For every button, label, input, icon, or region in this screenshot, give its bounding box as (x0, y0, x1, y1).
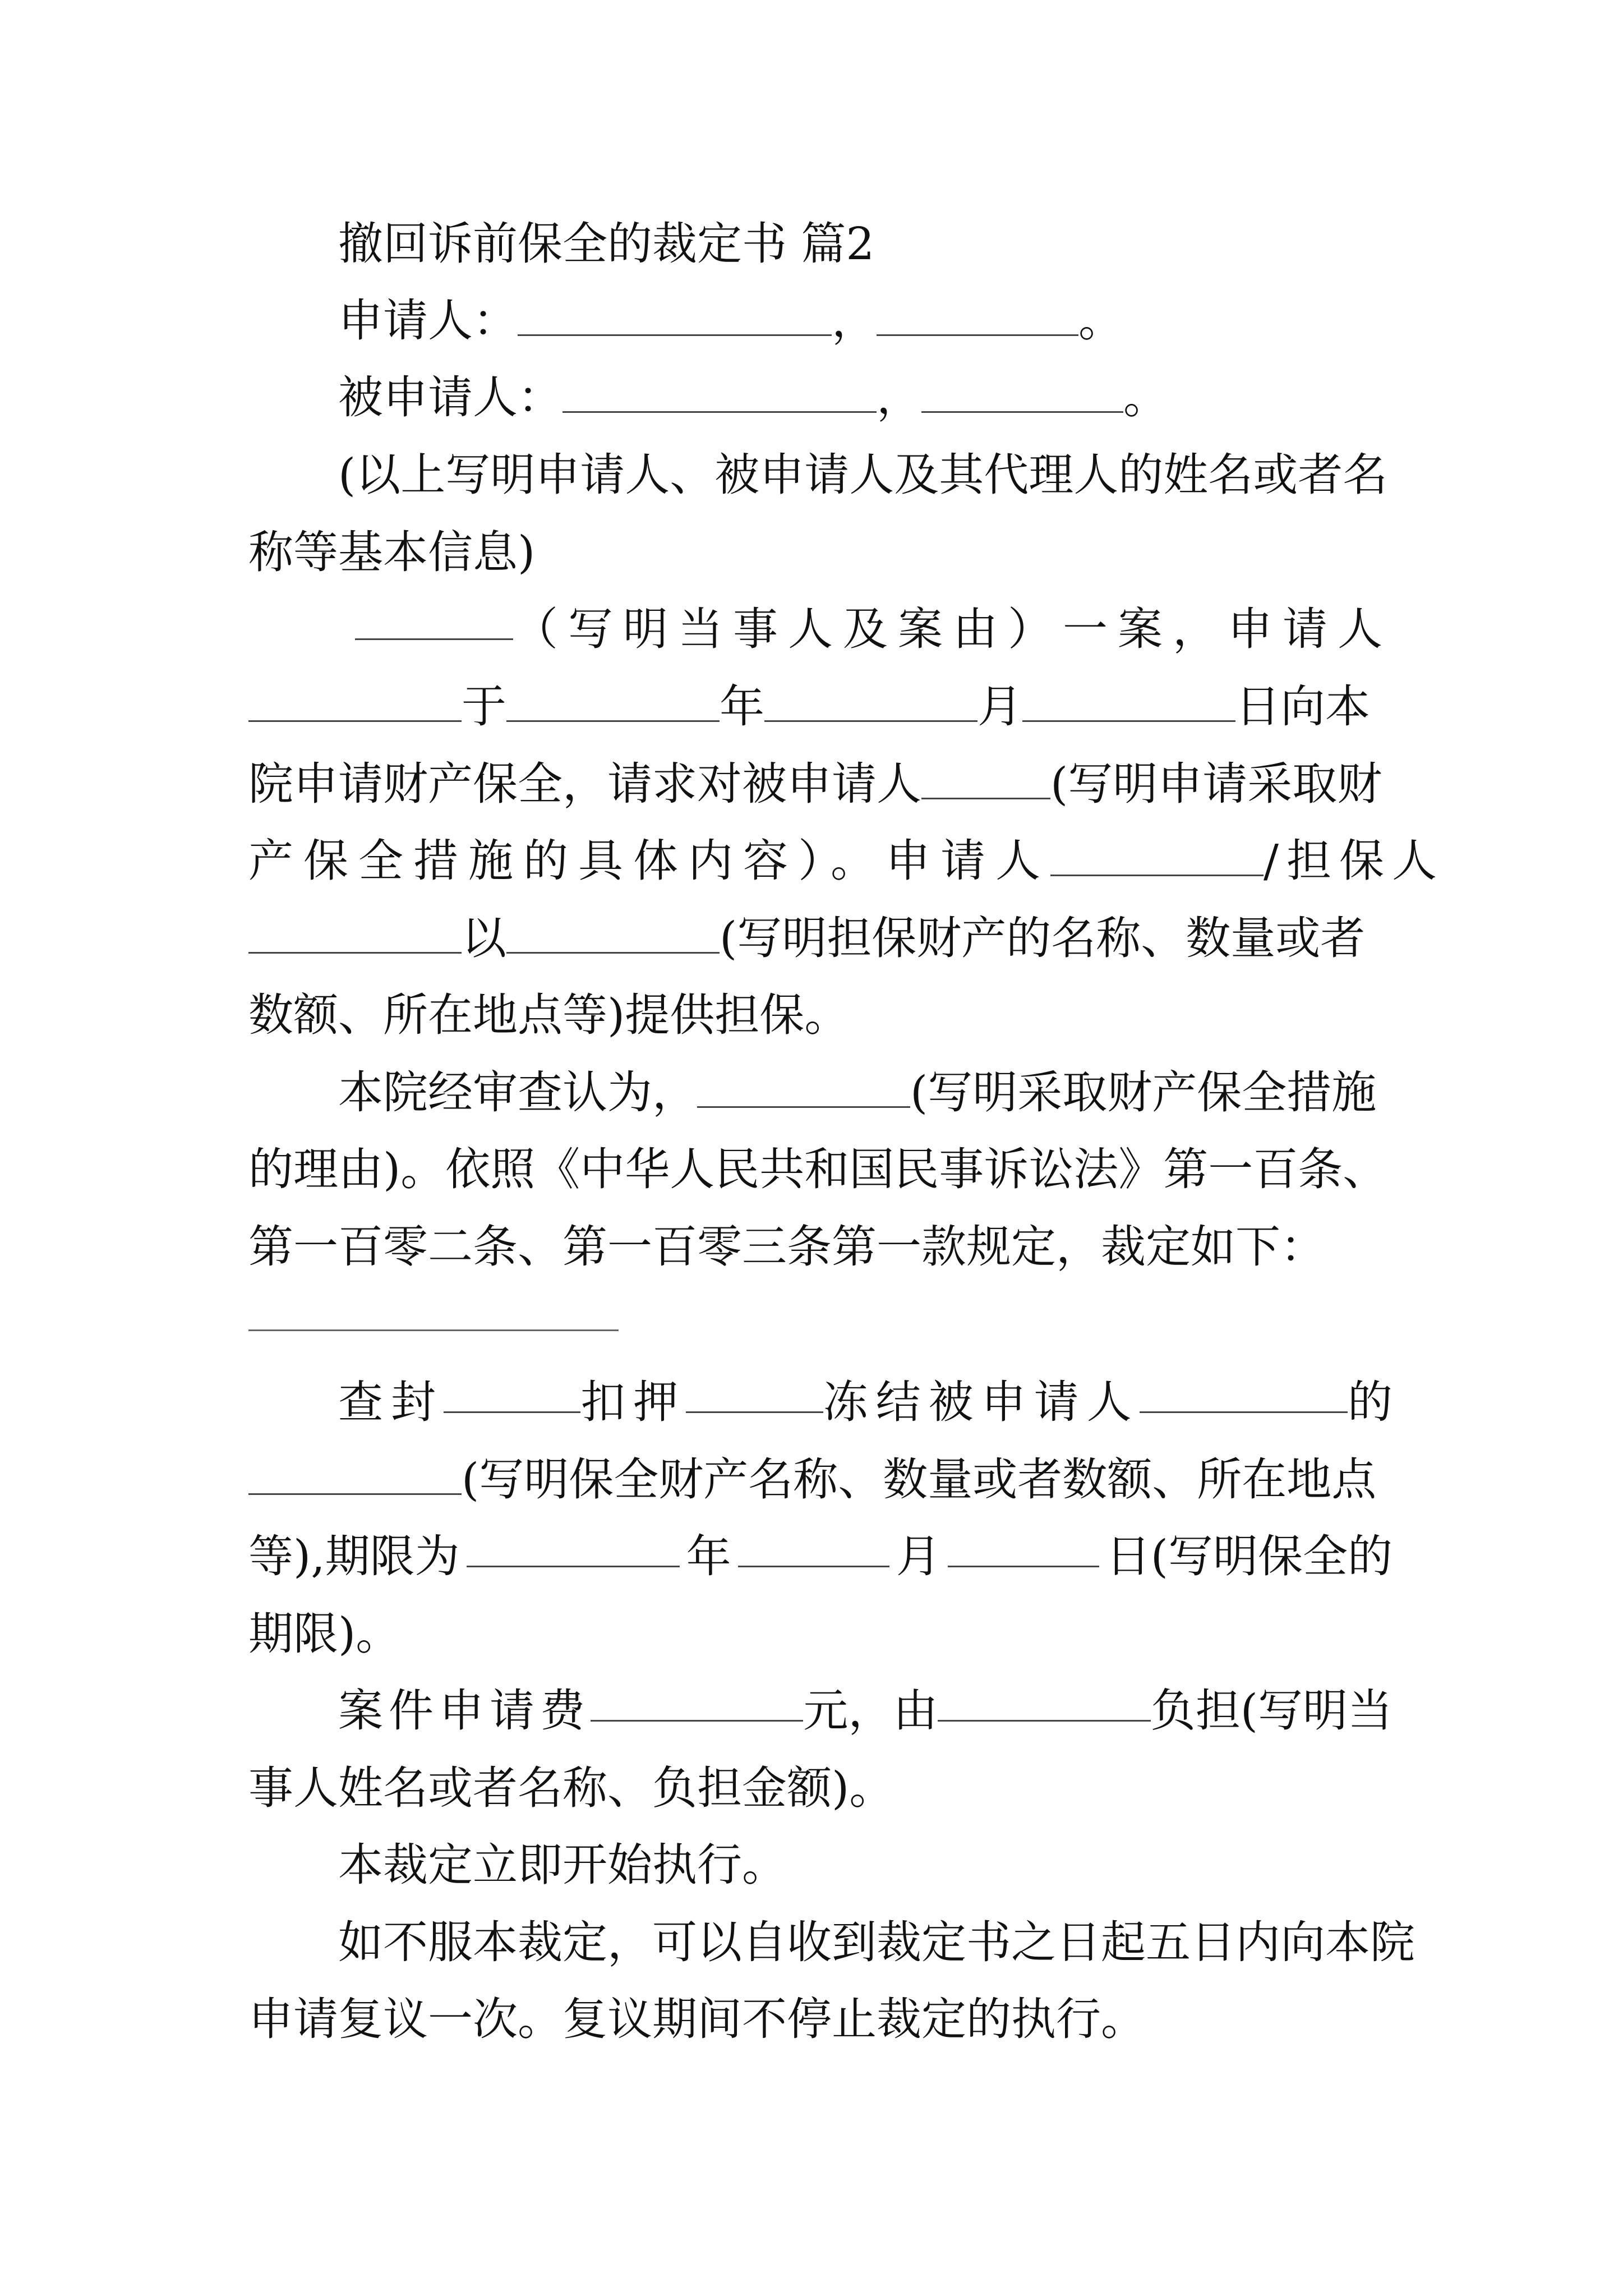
ruling-line-1: 查封 扣押 冻结被申请人 的 (338, 1374, 1393, 1430)
case-line-4: 产保全措施的具体内容）。申请人 /担保人 (248, 835, 1445, 887)
case-line-6: 数额、所在地点等)提供担保。 (248, 989, 850, 1041)
document-title: 撤回诉前保全的裁定书 篇2 (338, 218, 875, 270)
guarantor-blank (1050, 838, 1264, 876)
period-year-blank (467, 1529, 680, 1567)
measure-blank (921, 761, 1050, 799)
fee-amount-blank (591, 1683, 803, 1722)
period-month-blank (738, 1529, 889, 1567)
respondent-blank (1140, 1374, 1348, 1413)
separator-line (248, 1329, 619, 1331)
period-day-blank (948, 1529, 1099, 1567)
month-blank (764, 683, 978, 722)
execution-line: 本裁定立即开始执行。 (338, 1839, 787, 1891)
case-line-2: 于 年 月 日向本 (248, 679, 1393, 735)
fee-line-1: 案件申请费 元，由 负担(写明当 (338, 1683, 1393, 1739)
ruling-line-3: 等),期限为 年 月 日(写明保全的 (248, 1529, 1393, 1585)
appeal-line-2: 申请复议一次。复议期间不停止裁定的执行。 (248, 1993, 1146, 2045)
collateral-blank (506, 915, 720, 954)
respondent-info-blank (921, 374, 1123, 413)
fee-payer-blank (938, 1683, 1150, 1722)
finding-line-1: 本院经审查认为， (写明采取财产保全措施 (338, 1066, 1377, 1119)
appeal-line-1: 如不服本裁定，可以自收到裁定书之日起五日内向本院 (338, 1916, 1415, 1968)
fee-line-2: 事人姓名或者名称、负担金额)。 (248, 1762, 895, 1814)
guarantor-name-blank (248, 915, 462, 954)
finding-line-3: 第一百零二条、第一百零三条第一款规定，裁定如下： (248, 1221, 1325, 1273)
applicant-name-blank (518, 297, 832, 336)
applicant-line: 申请人： ， 。 (338, 295, 1123, 347)
finding-line-2: 的理由)。依照《中华人民共和国民事诉讼法》第一百条、 (248, 1143, 1388, 1195)
day-blank (1022, 683, 1235, 722)
applicant-blank (248, 683, 462, 722)
ruling-line-4: 期限)。 (248, 1608, 401, 1660)
respondent-line: 被申请人： ， 。 (338, 371, 1168, 424)
respondent-label: 被申请人： (338, 371, 562, 424)
note-line-1: (以上写明申请人、被申请人及其代理人的姓名或者名 (338, 449, 1388, 501)
note-line-2: 称等基本信息) (248, 526, 536, 578)
applicant-label: 申请人： (338, 295, 518, 347)
applicant-info-blank (877, 297, 1078, 336)
case-line-3: 院申请财产保全，请求对被申请人 (写明申请采取财 (248, 758, 1382, 810)
detain-blank (686, 1374, 823, 1413)
reason-blank (697, 1069, 910, 1108)
seal-blank (444, 1374, 580, 1413)
case-parties-blank (355, 601, 513, 640)
property-blank (248, 1456, 462, 1495)
case-line-5: 以 (写明担保财产的名称、数量或者 (248, 910, 1393, 967)
year-blank (506, 683, 720, 722)
case-line-1: （写明当事人及案由）一案，申请人 (355, 601, 1393, 657)
respondent-name-blank (562, 374, 877, 413)
ruling-line-2: (写明保全财产名称、数量或者数额、所在地点 (248, 1452, 1393, 1508)
